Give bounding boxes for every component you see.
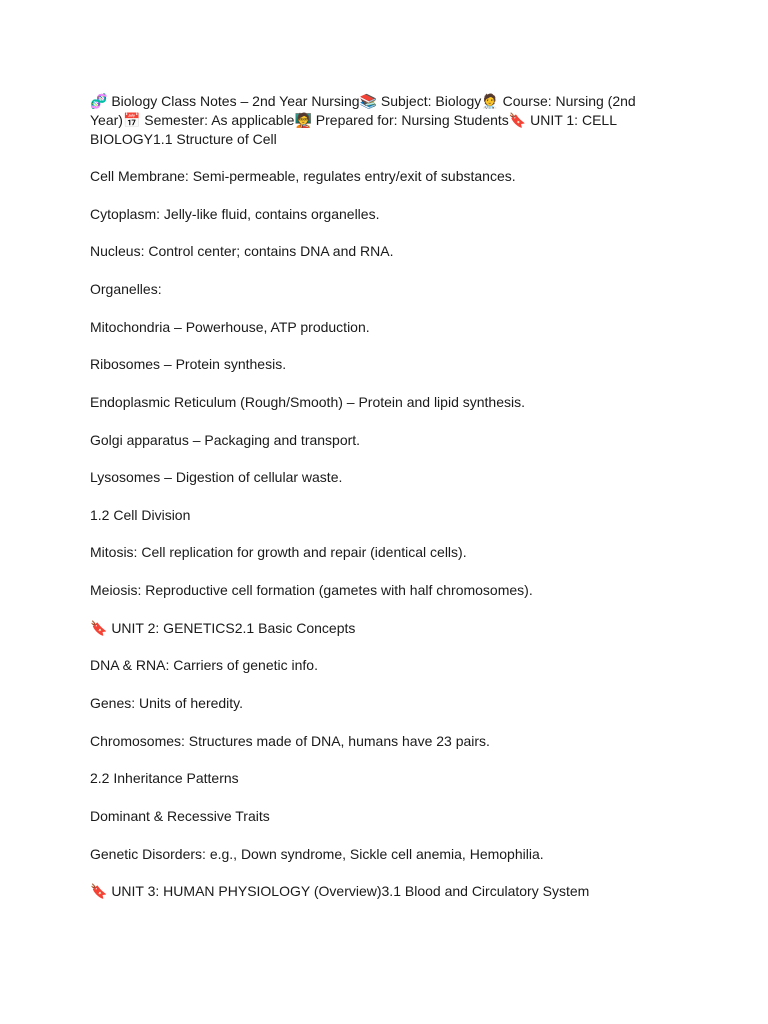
paragraph-ribosomes: Ribosomes – Protein synthesis. <box>90 356 287 372</box>
header-line-3: BIOLOGY1.1 Structure of Cell <box>90 131 277 147</box>
paragraph-genes: Genes: Units of heredity. <box>90 695 244 711</box>
paragraph-cytoplasm: Cytoplasm: Jelly-like fluid, contains organelles. <box>90 206 380 222</box>
paragraph-mitochondria: Mitochondria – Powerhouse, ATP production. <box>90 319 370 335</box>
section-heading-inheritance: 2.2 Inheritance Patterns <box>90 770 239 786</box>
paragraph-meiosis: Meiosis: Reproductive cell formation (gametes with half chromosomes). <box>90 582 533 598</box>
unit-heading-human-physiology: 🔖 UNIT 3: HUMAN PHYSIOLOGY (Overview)3.1 Blood and Circulatory System <box>90 883 590 899</box>
paragraph-endoplasmic-reticulum: Endoplasmic Reticulum (Rough/Smooth) – Protein and lipid synthesis. <box>90 394 525 410</box>
paragraph-dominant-recessive: Dominant & Recessive Traits <box>90 808 270 824</box>
section-heading-cell-division: 1.2 Cell Division <box>90 507 191 523</box>
paragraph-chromosomes: Chromosomes: Structures made of DNA, humans have 23 pairs. <box>90 733 490 749</box>
paragraph-cell-membrane: Cell Membrane: Semi-permeable, regulates entry/exit of substances. <box>90 168 516 184</box>
paragraph-lysosomes: Lysosomes – Digestion of cellular waste. <box>90 469 343 485</box>
paragraph-mitosis: Mitosis: Cell replication for growth and repair (identical cells). <box>90 544 467 560</box>
paragraph-genetic-disorders: Genetic Disorders: e.g., Down syndrome, Sickle cell anemia, Hemophilia. <box>90 846 544 862</box>
header-line-1: 🧬 Biology Class Notes – 2nd Year Nursing📚 Subject: Biology🧑‍⚕️ Course: Nursing (2nd <box>90 93 636 109</box>
paragraph-dna-rna: DNA & RNA: Carriers of genetic info. <box>90 657 318 673</box>
unit-heading-genetics: 🔖 UNIT 2: GENETICS2.1 Basic Concepts <box>90 620 356 636</box>
header-line-2: Year)📅 Semester: As applicable🧑‍🏫 Prepared for: Nursing Students🔖 UNIT 1: CELL <box>90 112 617 128</box>
paragraph-golgi: Golgi apparatus – Packaging and transport. <box>90 432 361 448</box>
paragraph-nucleus: Nucleus: Control center; contains DNA and RNA. <box>90 243 394 259</box>
paragraph-organelles: Organelles: <box>90 281 162 297</box>
